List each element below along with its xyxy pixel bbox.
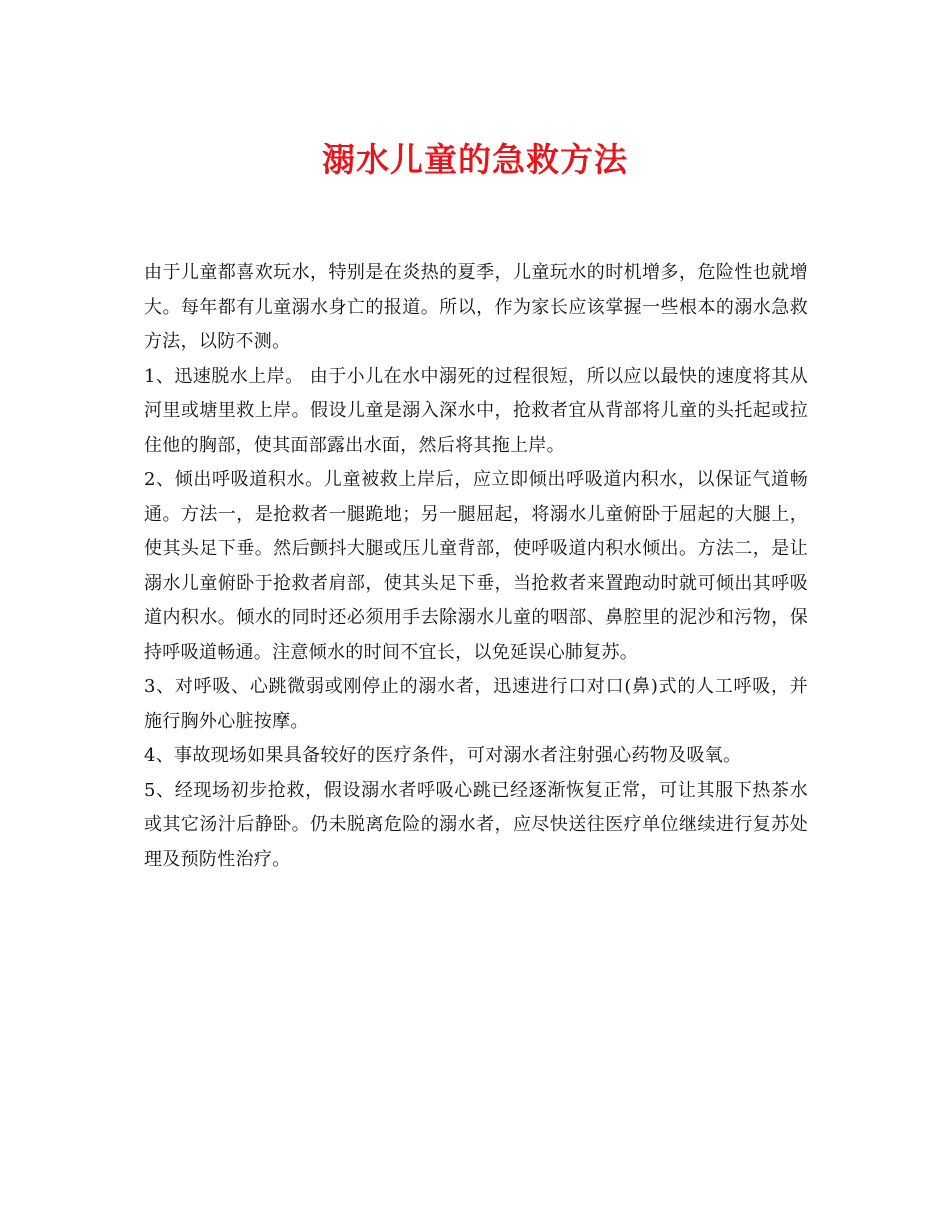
intro-paragraph: 由于儿童都喜欢玩水，特别是在炎热的夏季，儿童玩水的时机增多，危险性也就增大。每年都有儿童溺水身亡的报道。所以，作为家长应该掌握一些根本的溺水急救方法，以防不测。 xyxy=(144,262,808,352)
step-1-paragraph: 1、迅速脱水上岸。 由于小儿在水中溺死的过程很短，所以应以最快的速度将其从河里或塘里救上岸。假设儿童是溺入深水中，抢救者宜从背部将儿童的头托起或拉住他的胸部，使其面部露出水面，然后将其拖上岸。 xyxy=(144,365,808,456)
step-4-paragraph: 4、事故现场如果具备较好的医疗条件，可对溺水者注射强心药物及吸氧。 xyxy=(144,745,742,766)
step-5-paragraph: 5、经现场初步抢救，假设溺水者呼吸心跳已经逐渐恢复正常，可让其服下热茶水或其它汤汁后静卧。仍未脱离危险的溺水者，应尽快送往医疗单位继续进行复苏处理及预防性治疗。 xyxy=(144,779,808,870)
document-body xyxy=(144,256,808,877)
step-3-paragraph: 3、对呼吸、心跳微弱或刚停止的溺水者，迅速进行口对口(鼻)式的人工呼吸，并施行胸外心脏按摩。 xyxy=(144,676,808,732)
page-title: 溺水儿童的急救方法 xyxy=(322,140,628,179)
step-2-paragraph: 2、倾出呼吸道积水。儿童被救上岸后，应立即倾出呼吸道内积水，以保证气道畅通。方法一，是抢救者一腿跪地；另一腿屈起，将溺水儿童俯卧于屈起的大腿上，使其头足下垂。然后颤抖大腿或压儿童背部，使呼吸道内积水倾出。方法二，是让溺水儿童俯卧于抢救者肩部，使其头足下垂，当抢救者来置跑动时就可倾出其呼吸道内积水。倾水的同时还必须用手去除溺水儿童的咽部、鼻腔里的泥沙和污物，保持呼吸道畅通。注意倾水的时间不宜长，以免延误心肺复苏。 xyxy=(144,469,808,663)
